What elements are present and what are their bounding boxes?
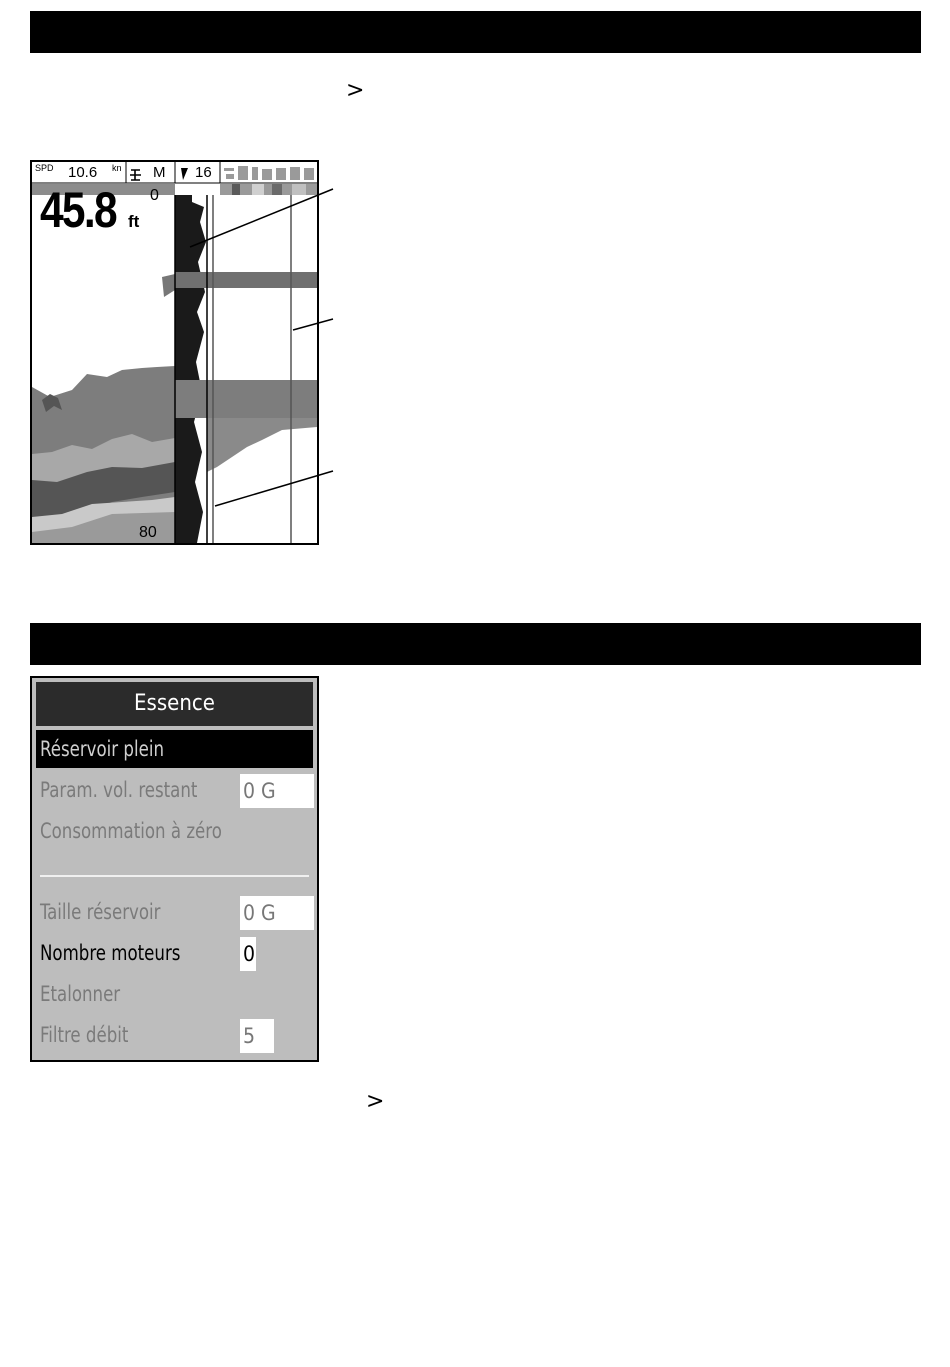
- gain-value: 16: [195, 164, 212, 181]
- param-vol-restant-field[interactable]: 0 G: [240, 774, 314, 808]
- fuel-settings-menu: [30, 676, 319, 1062]
- menu-title: Essence: [36, 682, 313, 726]
- menu-divider: [40, 875, 309, 877]
- speed-label: SPD: [35, 163, 54, 173]
- menu-item-nombre-moteurs[interactable]: Nombre moteurs 0: [36, 934, 313, 972]
- chevron-icon-2: >: [366, 1089, 385, 1114]
- section-header-bar-1: [30, 11, 921, 53]
- range-bottom: 80: [139, 524, 157, 541]
- menu-item-taille-reservoir[interactable]: Taille réservoir 0 G: [36, 893, 313, 931]
- depth-readout: 45.8: [40, 182, 116, 238]
- speed-unit: kn: [112, 163, 122, 173]
- taille-reservoir-field[interactable]: 0 G: [240, 896, 314, 930]
- range-top: 0: [150, 187, 159, 204]
- filtre-debit-field[interactable]: 5: [240, 1019, 274, 1053]
- menu-item-etalonner[interactable]: Etalonner: [40, 982, 121, 1006]
- section-header-bar-2: [30, 623, 921, 665]
- nombre-moteurs-field[interactable]: 0: [240, 937, 256, 971]
- speed-value: 10.6: [68, 164, 98, 181]
- menu-item-filtre-debit[interactable]: Filtre débit 5: [36, 1016, 313, 1054]
- depth-unit: ft: [128, 212, 140, 231]
- menu-item-consommation-a-zero[interactable]: Consommation à zéro: [40, 819, 222, 843]
- mode-value: M: [153, 164, 166, 181]
- menu-item-reservoir-plein[interactable]: Réservoir plein: [36, 730, 313, 768]
- menu-item-param-vol-restant[interactable]: Param. vol. restant 0 G: [36, 771, 313, 809]
- chevron-icon: >: [346, 78, 365, 103]
- sonar-screen: [30, 160, 319, 545]
